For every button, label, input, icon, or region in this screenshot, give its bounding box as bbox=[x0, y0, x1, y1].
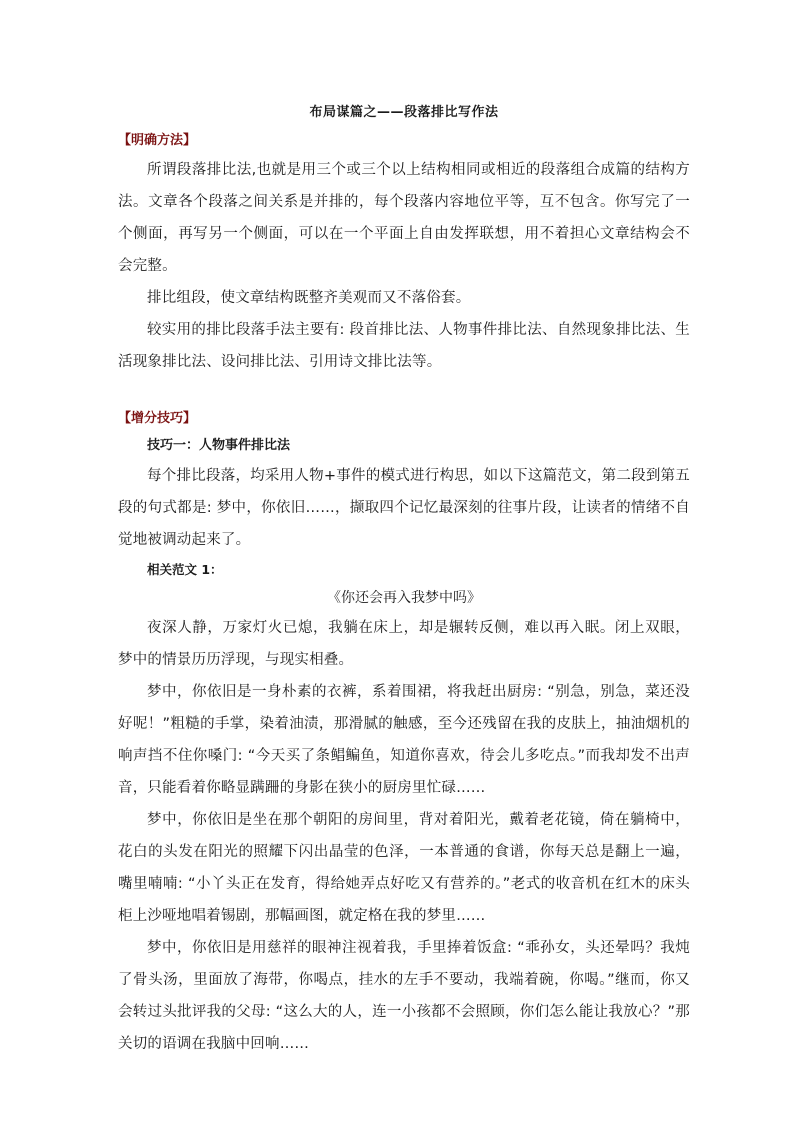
section-heading-skills: 【增分技巧】 bbox=[118, 411, 197, 426]
technique-title: 技巧一：人物事件排比法 bbox=[147, 438, 291, 453]
section-spacer bbox=[118, 378, 690, 406]
essay-title: 《你还会再入我梦中吗》 bbox=[327, 590, 481, 606]
method-paragraph-3: 较实用的排比段落手法主要有: 段首排比法、人物事件排比法、自然现象排比法、生活现象排比法、设问排比法、引用诗文排比法等。 bbox=[118, 322, 690, 370]
method-paragraph-1: 所谓段落排比法,也就是用三个或三个以上结构相同或相近的段落组合成篇的结构方法。文章各个段落之间关系是并排的，每个段落内容地位平等，互不包含。你写完了一个侧面，再写另一个侧面，可以在一个平面上自由发挥联想，用不着担心文章结构会不会完整。 bbox=[118, 162, 690, 274]
technique-paragraph: 每个排比段落，均采用人物+事件的模式进行构思，如以下这篇范文，第二段到第五段的句式都是: 梦中，你依旧……，撷取四个记忆最深刻的往事片段，让读者的情绪不自觉地被调动起来了。 bbox=[118, 468, 690, 548]
essay-paragraph-1: 夜深人静，万家灯火已熄，我躺在床上，却是辗转反侧，难以再入眠。闭上双眼，梦中的情景历历浮现，与现实相叠。 bbox=[118, 620, 690, 668]
essay-paragraph-2: 梦中，你依旧是一身朴素的衣裤，系着围裙，将我赶出厨房: “别急，别急，菜还没好呢！”粗糙的手掌，染着油渍，那滑腻的触感，至今还残留在我的皮肤上，抽油烟机的响声挡不住你嗓门: “今天买了条鲳鳊鱼，知道你喜欢，待会儿多吃点。”而我却发不出声音，只能看着你略显蹒跚的身影在狭小的厨房里忙碌…… bbox=[118, 684, 690, 796]
method-paragraph-2: 排比组段，使文章结构既整齐美观而又不落俗套。 bbox=[147, 290, 471, 306]
example-label: 相关范文 1： bbox=[147, 562, 223, 577]
document-page bbox=[118, 100, 690, 1060]
essay-paragraph-3: 梦中，你依旧是坐在那个朝阳的房间里，背对着阳光，戴着老花镜，倚在躺椅中，花白的头发在阳光的照耀下闪出晶莹的色泽，一本普通的食谱，你每天总是翻上一遍，嘴里喃喃: “小丫头正在发育，得给她弄点好吃又有营养的。”老式的收音机在红木的床头柜上沙哑地唱着锡剧，那幅画图，就定格在我的梦里…… bbox=[118, 812, 690, 924]
page-title: 布局谋篇之——段落排比写作法 bbox=[309, 105, 499, 120]
section-heading-method: 【明确方法】 bbox=[118, 133, 197, 148]
essay-paragraph-4: 梦中，你依旧是用慈祥的眼神注视着我，手里捧着饭盒: “乖孙女，头还晕吗？我炖了骨头汤，里面放了海带，你喝点，挂水的左手不要动，我端着碗，你喝。”继而，你又会转过头批评我的父母: “这么大的人，连一小孩都不会照顾，你们怎么能让我放心？”那关切的语调在我脑中回响…… bbox=[118, 940, 690, 1052]
